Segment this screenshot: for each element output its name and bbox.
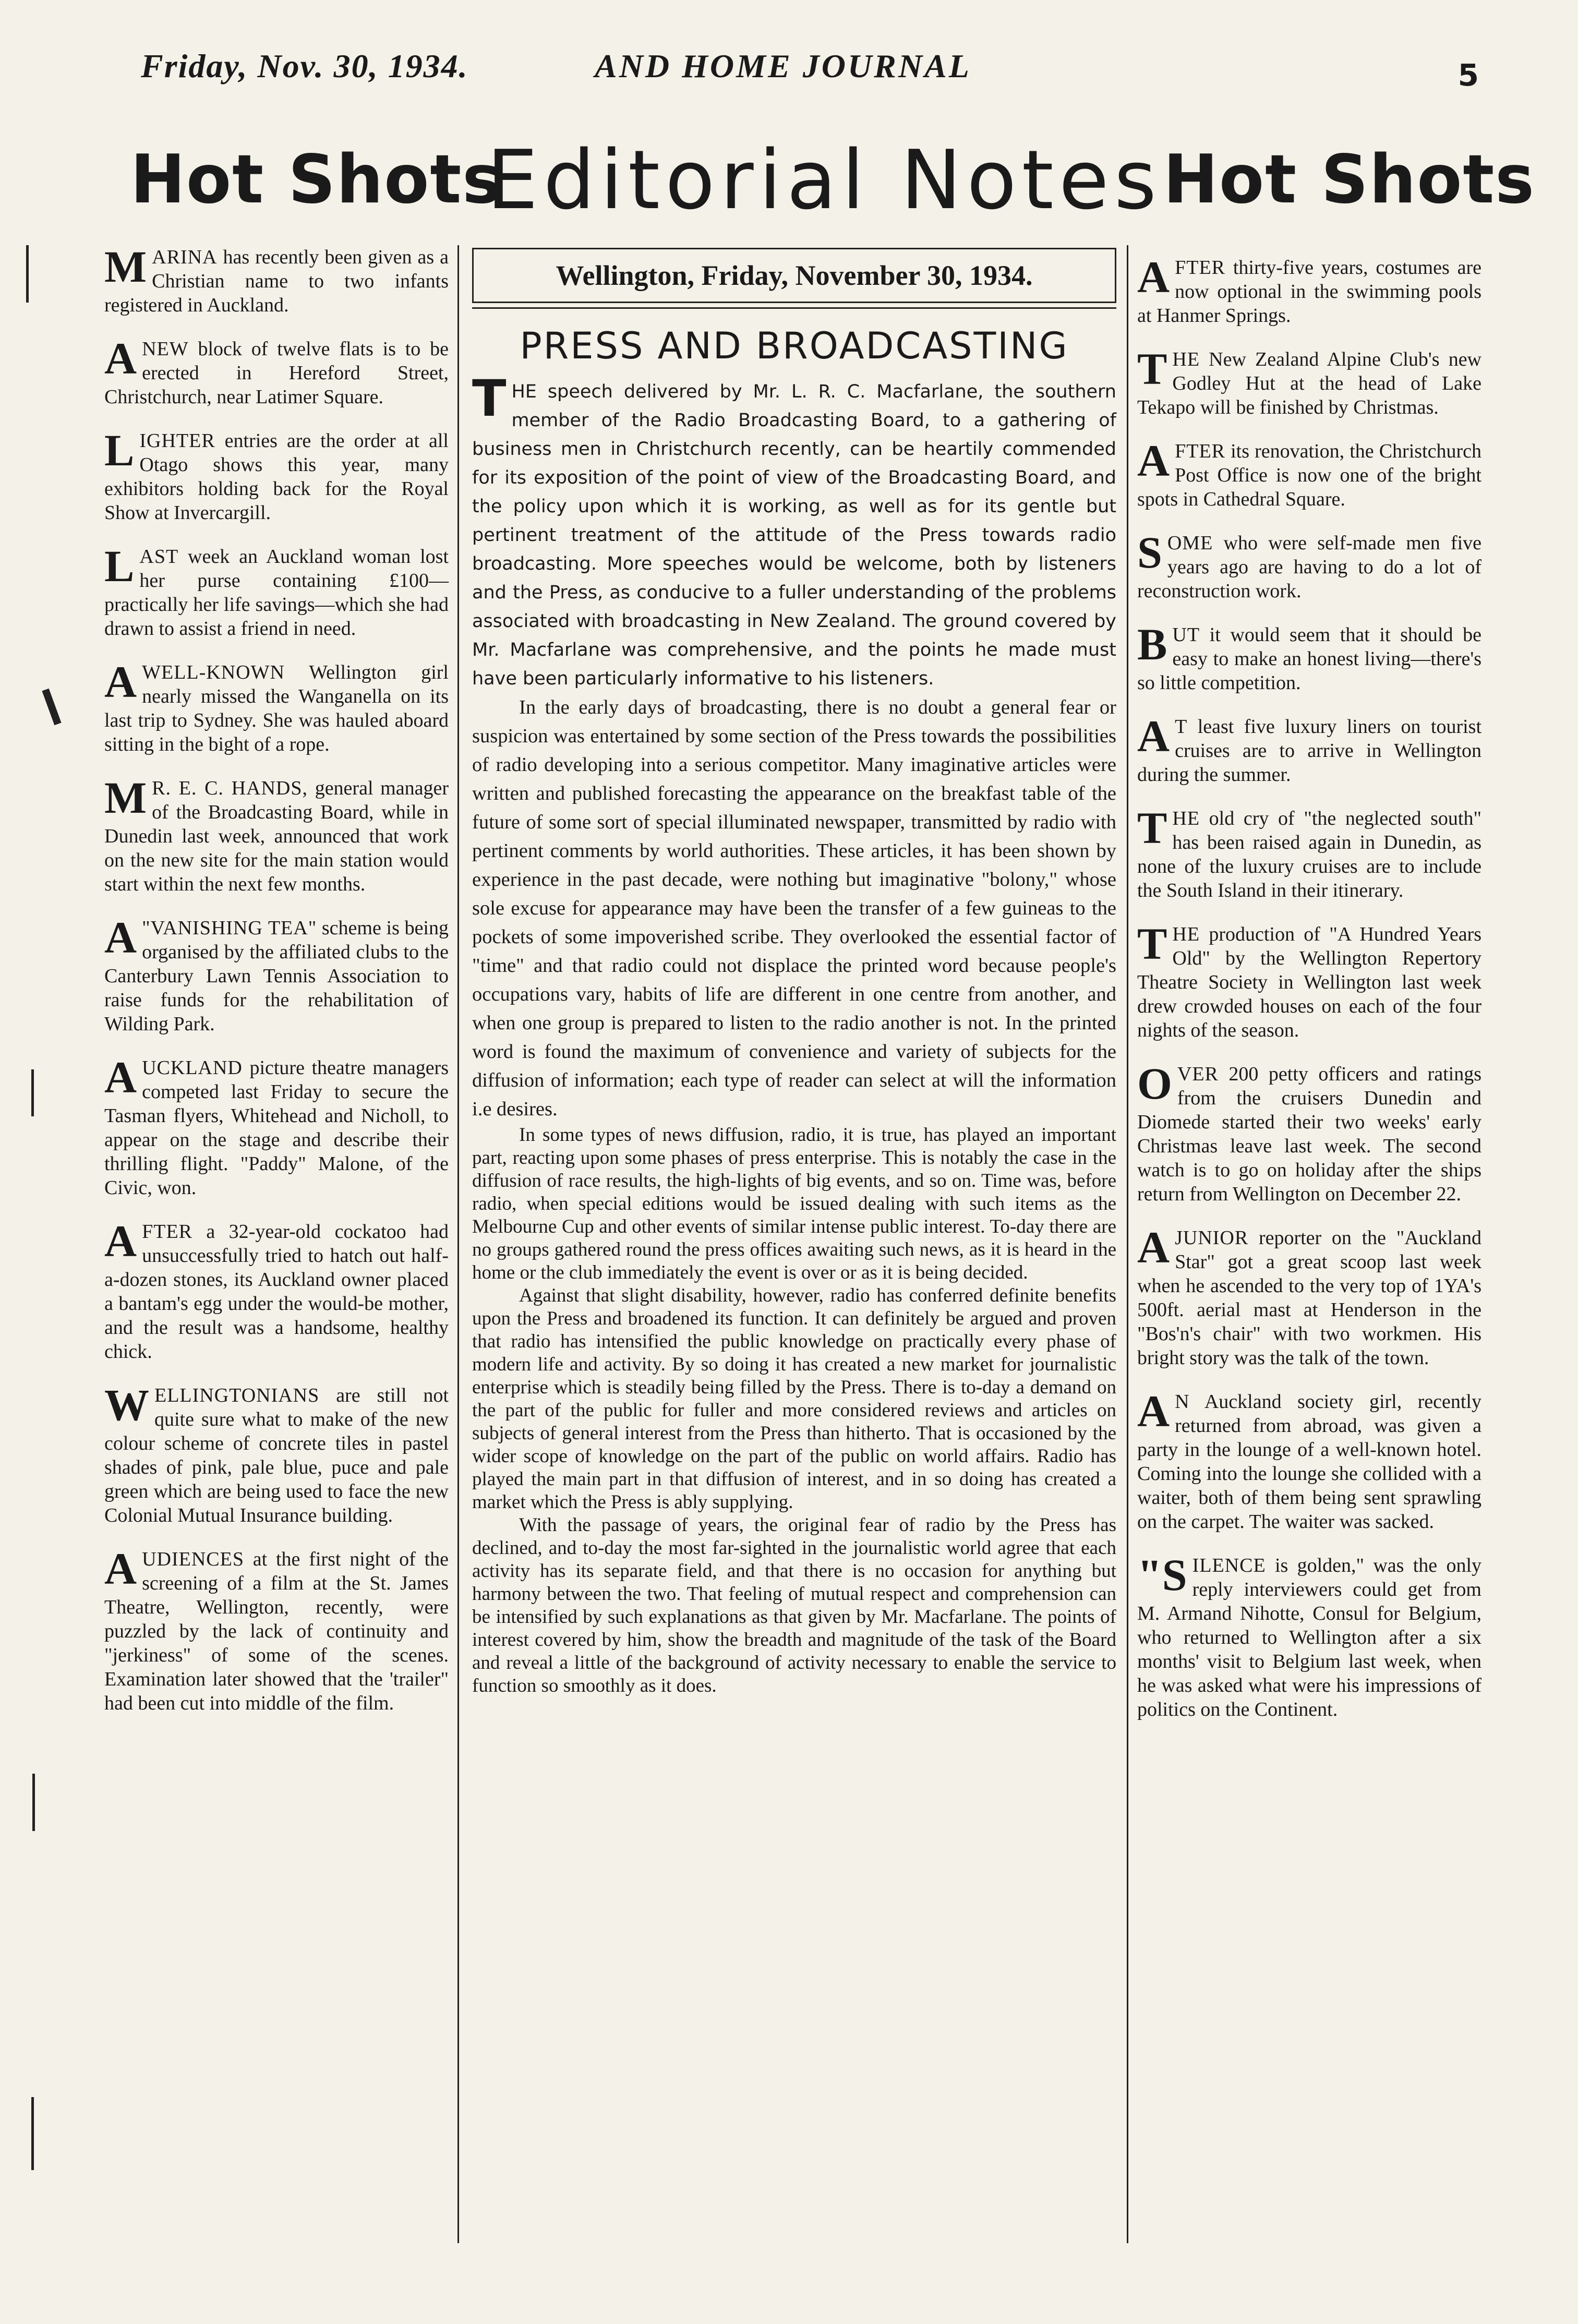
margin-mark — [32, 1774, 35, 1831]
editorial-paragraph: Against that slight disability, however, radio has conferred definite benefits upon the Press and broadened its function. It can definitely be argued and proven that radio has intensified the public knowledge on practically every phase of modern life and activity. By so doing it has created a new market for journalistic enterprise which is steadily being filled by the Press. There is to-day a demand on the part of the public for fuller and more considered reviews and articles on subjects of general interest from the Press than hitherto. That is occasioned by the wider scope of knowledge on the part of the public on world affairs. Radio has played the main part in that diffusion of interest, and in so doing has created a market which the Press is ably supplying. — [472, 1285, 1116, 1513]
news-item: LAST week an Auckland woman lost her purse containing £100—practically her life savings—which she had drawn to assist a friend in need. — [104, 541, 449, 640]
news-item: LIGHTER entries are the order at all Otago shows this year, many exhibitors holding back for the Royal Show at Invercargill. — [104, 425, 449, 524]
news-item: OVER 200 petty officers and ratings from the cruisers Dunedin and Diomede started their two weeks' early Christmas leave last week. The second watch is to go on holiday after the ships return from Wellington on December 22. — [1137, 1058, 1481, 1205]
news-item: THE old cry of "the neglected south" has been raised again in Dunedin, as none of the luxury cruises are to include the South Island in their itinerary. — [1137, 803, 1481, 901]
masthead — [120, 123, 1535, 243]
drop-initial: A — [1137, 711, 1170, 761]
column-rule-left — [457, 245, 459, 2243]
drop-initial: A — [104, 1216, 137, 1266]
news-item: SOME who were self-made men five years ago are having to do a lot of reconstruction work. — [1137, 527, 1481, 602]
drop-initial: W — [104, 1380, 149, 1430]
drop-initial: A — [104, 657, 137, 707]
drop-initial: O — [1137, 1058, 1172, 1109]
news-item: MARINA has recently been given as a Christian name to two infants registered in Auckland. — [104, 242, 449, 316]
drop-initial: A — [104, 1052, 137, 1102]
dateline-rule — [472, 302, 1116, 309]
news-item: WELLINGTONIANS are still not quite sure what to make of the new colour scheme of concrete tiles in pastel shades of pink, pale blue, puce and pale green which are being used to face the new Colonial Mutual Insurance building. — [104, 1380, 449, 1526]
drop-initial: M — [104, 773, 147, 823]
news-item: AUCKLAND picture theatre managers competed last Friday to secure the Tasman flyers, Whitehead and Nicholl, to appear on the stage and describe their thrilling flight. "Paddy" Malone, of the Civic, won. — [104, 1052, 449, 1199]
news-item: AT least five luxury liners on tourist cruises are to arrive in Wellington during the summer. — [1137, 711, 1481, 786]
drop-initial: A — [1137, 1222, 1170, 1272]
margin-mark — [31, 1069, 34, 1116]
margin-mark — [31, 2097, 34, 2170]
margin-mark — [42, 689, 61, 726]
drop-initial: T — [1137, 919, 1167, 969]
running-head — [141, 47, 1489, 104]
news-item: THE New Zealand Alpine Club's new Godley Hut at the head of Lake Tekapo will be finished by Christmas. — [1137, 344, 1481, 418]
page-number: 5 — [1457, 57, 1479, 93]
drop-initial: A — [1137, 1386, 1170, 1436]
drop-initial: A — [104, 1544, 137, 1594]
drop-initial: A — [1137, 436, 1170, 486]
news-item: AFTER a 32-year-old cockatoo had unsuccessfully tried to hatch out half-a-dozen stones, its Auckland owner placed a bantam's egg under the would-be mother, and the result was a handsome, healthy chick. — [104, 1216, 449, 1363]
news-item: THE production of "A Hundred Years Old" by the Wellington Repertory Theatre Society in Wellington last week drew crowded houses on each of the four nights of the season. — [1137, 919, 1481, 1041]
editorial-paragraph: THE speech delivered by Mr. L. R. C. Macfarlane, the southern member of the Radio Broadcasting Board, to a gathering of business men in Christchurch recently, can be heartily commended for its exposition of the point of view of the Broadcasting Board, and the policy upon which it is working, as well as for its gentle but pertinent treatment of the attitude of the Press towards radio broadcasting. More speeches would be welcome, both by listeners and the Press, as conducive to a fuller understanding of the problems associated with broadcasting in New Zealand. The ground covered by Mr. Macfarlane was comprehensive, and the points he made must have been particularly informative to his listeners. — [472, 369, 1116, 689]
editorial-notes-title: Editorial Notes — [486, 133, 1162, 227]
editorial-paragraph: In the early days of broadcasting, there is no doubt a general fear or suspicion was entertained by some section of the Press towards the possibilities of radio developing into a serious competitor. Many imaginative articles were written and published forecasting the appearance on the breakfast table of the future of some sort of special illuminated newspaper, transmitted by radio with pertinent comments by world authorities. These articles, it has been shown by experience in the past decade, were nothing but imaginative "bolony," whose sole excuse for appearance may have been the transfer of a few guineas to the pockets of some impoverished scribe. They overlooked the essential factor of "time" and that radio could not displace the printed word because people's occupations vary, habits of life are different in one centre from another, and when one group is prepared to listen to the radio another is not. In the printed word is found the maximum of convenience and variety of subjects for the diffusion of information; each type of reader can select at will the information i.e desires. — [472, 696, 1116, 1120]
drop-initial: L — [104, 541, 135, 591]
news-item: AUDIENCES at the first night of the screening of a film at the St. James Theatre, Wellington, recently, were puzzled by the lack of continuity and "jerkiness" of some of the scenes. Examination later showed that the 'trailer" had been cut into middle of the film. — [104, 1544, 449, 1714]
news-item: "SILENCE is golden," was the only reply interviewers could get from M. Armand Nihotte, Consul for Belgium, who returned to Wellington after a six months' visit to Belgium last week, when he was asked what were his impressions of politics on the Continent. — [1137, 1550, 1481, 1720]
news-item: AN Auckland society girl, recently returned from abroad, was given a party in the lounge of a well-known hotel. Coming into the lounge she collided with a waiter, both of them being sent sprawling on the carpet. The waiter was sacked. — [1137, 1386, 1481, 1533]
hot-shots-banner-left: Hot Shots — [130, 141, 502, 219]
news-item: MR. E. C. HANDS, general manager of the Broadcasting Board, while in Dunedin last week, announced that work on the new site for the main station would start within the next few months. — [104, 773, 449, 895]
drop-initial: B — [1137, 619, 1167, 669]
drop-initial: S — [1137, 527, 1162, 577]
drop-initial: "S — [1137, 1550, 1187, 1600]
editorial-column — [472, 248, 1116, 1697]
right-column — [1137, 252, 1481, 1741]
news-item: A WELL-KNOWN Wellington girl nearly missed the Wanganella on its last trip to Sydney. She was hauled aboard sitting in the bight of a rope. — [104, 657, 449, 755]
margin-mark — [26, 245, 29, 303]
drop-initial: A — [104, 912, 137, 962]
left-column — [104, 242, 449, 1735]
news-item: A NEW block of twelve flats is to be erected in Hereford Street, Christchurch, near Latimer Square. — [104, 333, 449, 408]
editorial-dateline: Wellington, Friday, November 30, 1934. — [472, 248, 1116, 302]
hot-shots-banner-right: Hot Shots — [1163, 141, 1535, 219]
publication-title: AND HOME JOURNAL — [595, 47, 971, 85]
drop-initial: T — [472, 369, 507, 428]
drop-initial: A — [1137, 252, 1170, 302]
editorial-paragraph: In some types of news diffusion, radio, it is true, has played an important part, reacting upon some phases of press enterprise. This is notably the case in the diffusion of race results, the high-lights of big events, and so on. Time was, before radio, when special editions would be issued dealing with such items as the Melbourne Cup and other events of similar intense public interest. To-day there are no groups gathered round the press offices awaiting such news, as it is heard in the home or the club immediately the event is over or as it is being decided. — [472, 1124, 1116, 1283]
column-rule-right — [1127, 245, 1128, 2243]
news-item: AFTER thirty-five years, costumes are now optional in the swimming pools at Hanmer Springs. — [1137, 252, 1481, 327]
news-item: A JUNIOR reporter on the "Auckland Star" got a great scoop last week when he ascended to the very top of 1YA's 500ft. aerial mast at Henderson in the "Bos'n's chair" with two workmen. His bright story was the talk of the town. — [1137, 1222, 1481, 1369]
news-item: BUT it would seem that it should be easy to make an honest living—there's so little competition. — [1137, 619, 1481, 694]
drop-initial: T — [1137, 344, 1167, 394]
drop-initial: L — [104, 425, 135, 475]
issue-date: Friday, Nov. 30, 1934. — [141, 47, 468, 85]
drop-initial: A — [104, 333, 137, 383]
editorial-headline: PRESS AND BROADCASTING — [520, 324, 1069, 367]
editorial-paragraph: With the passage of years, the original fear of radio by the Press has declined, and to-day the most far-sighted in the journalistic world agree that each activity has its separate field, and that there is no occasion for anything but harmony between the two. That feeling of mutual respect and comprehension can be intensified by such explanations as that given by Mr. Macfarlane. The points of interest covered by him, show the breadth and magnitude of the task of the Board and reveal a little of the background of activity necessary to enable the service to function so smoothly as it does. — [472, 1514, 1116, 1696]
drop-initial: T — [1137, 803, 1167, 853]
news-item: AFTER its renovation, the Christchurch Post Office is now one of the bright spots in Cathedral Square. — [1137, 436, 1481, 510]
news-item: A "VANISHING TEA" scheme is being organised by the affiliated clubs to the Canterbury Lawn Tennis Association to raise funds for the rehabilitation of Wilding Park. — [104, 912, 449, 1035]
drop-initial: M — [104, 242, 147, 292]
